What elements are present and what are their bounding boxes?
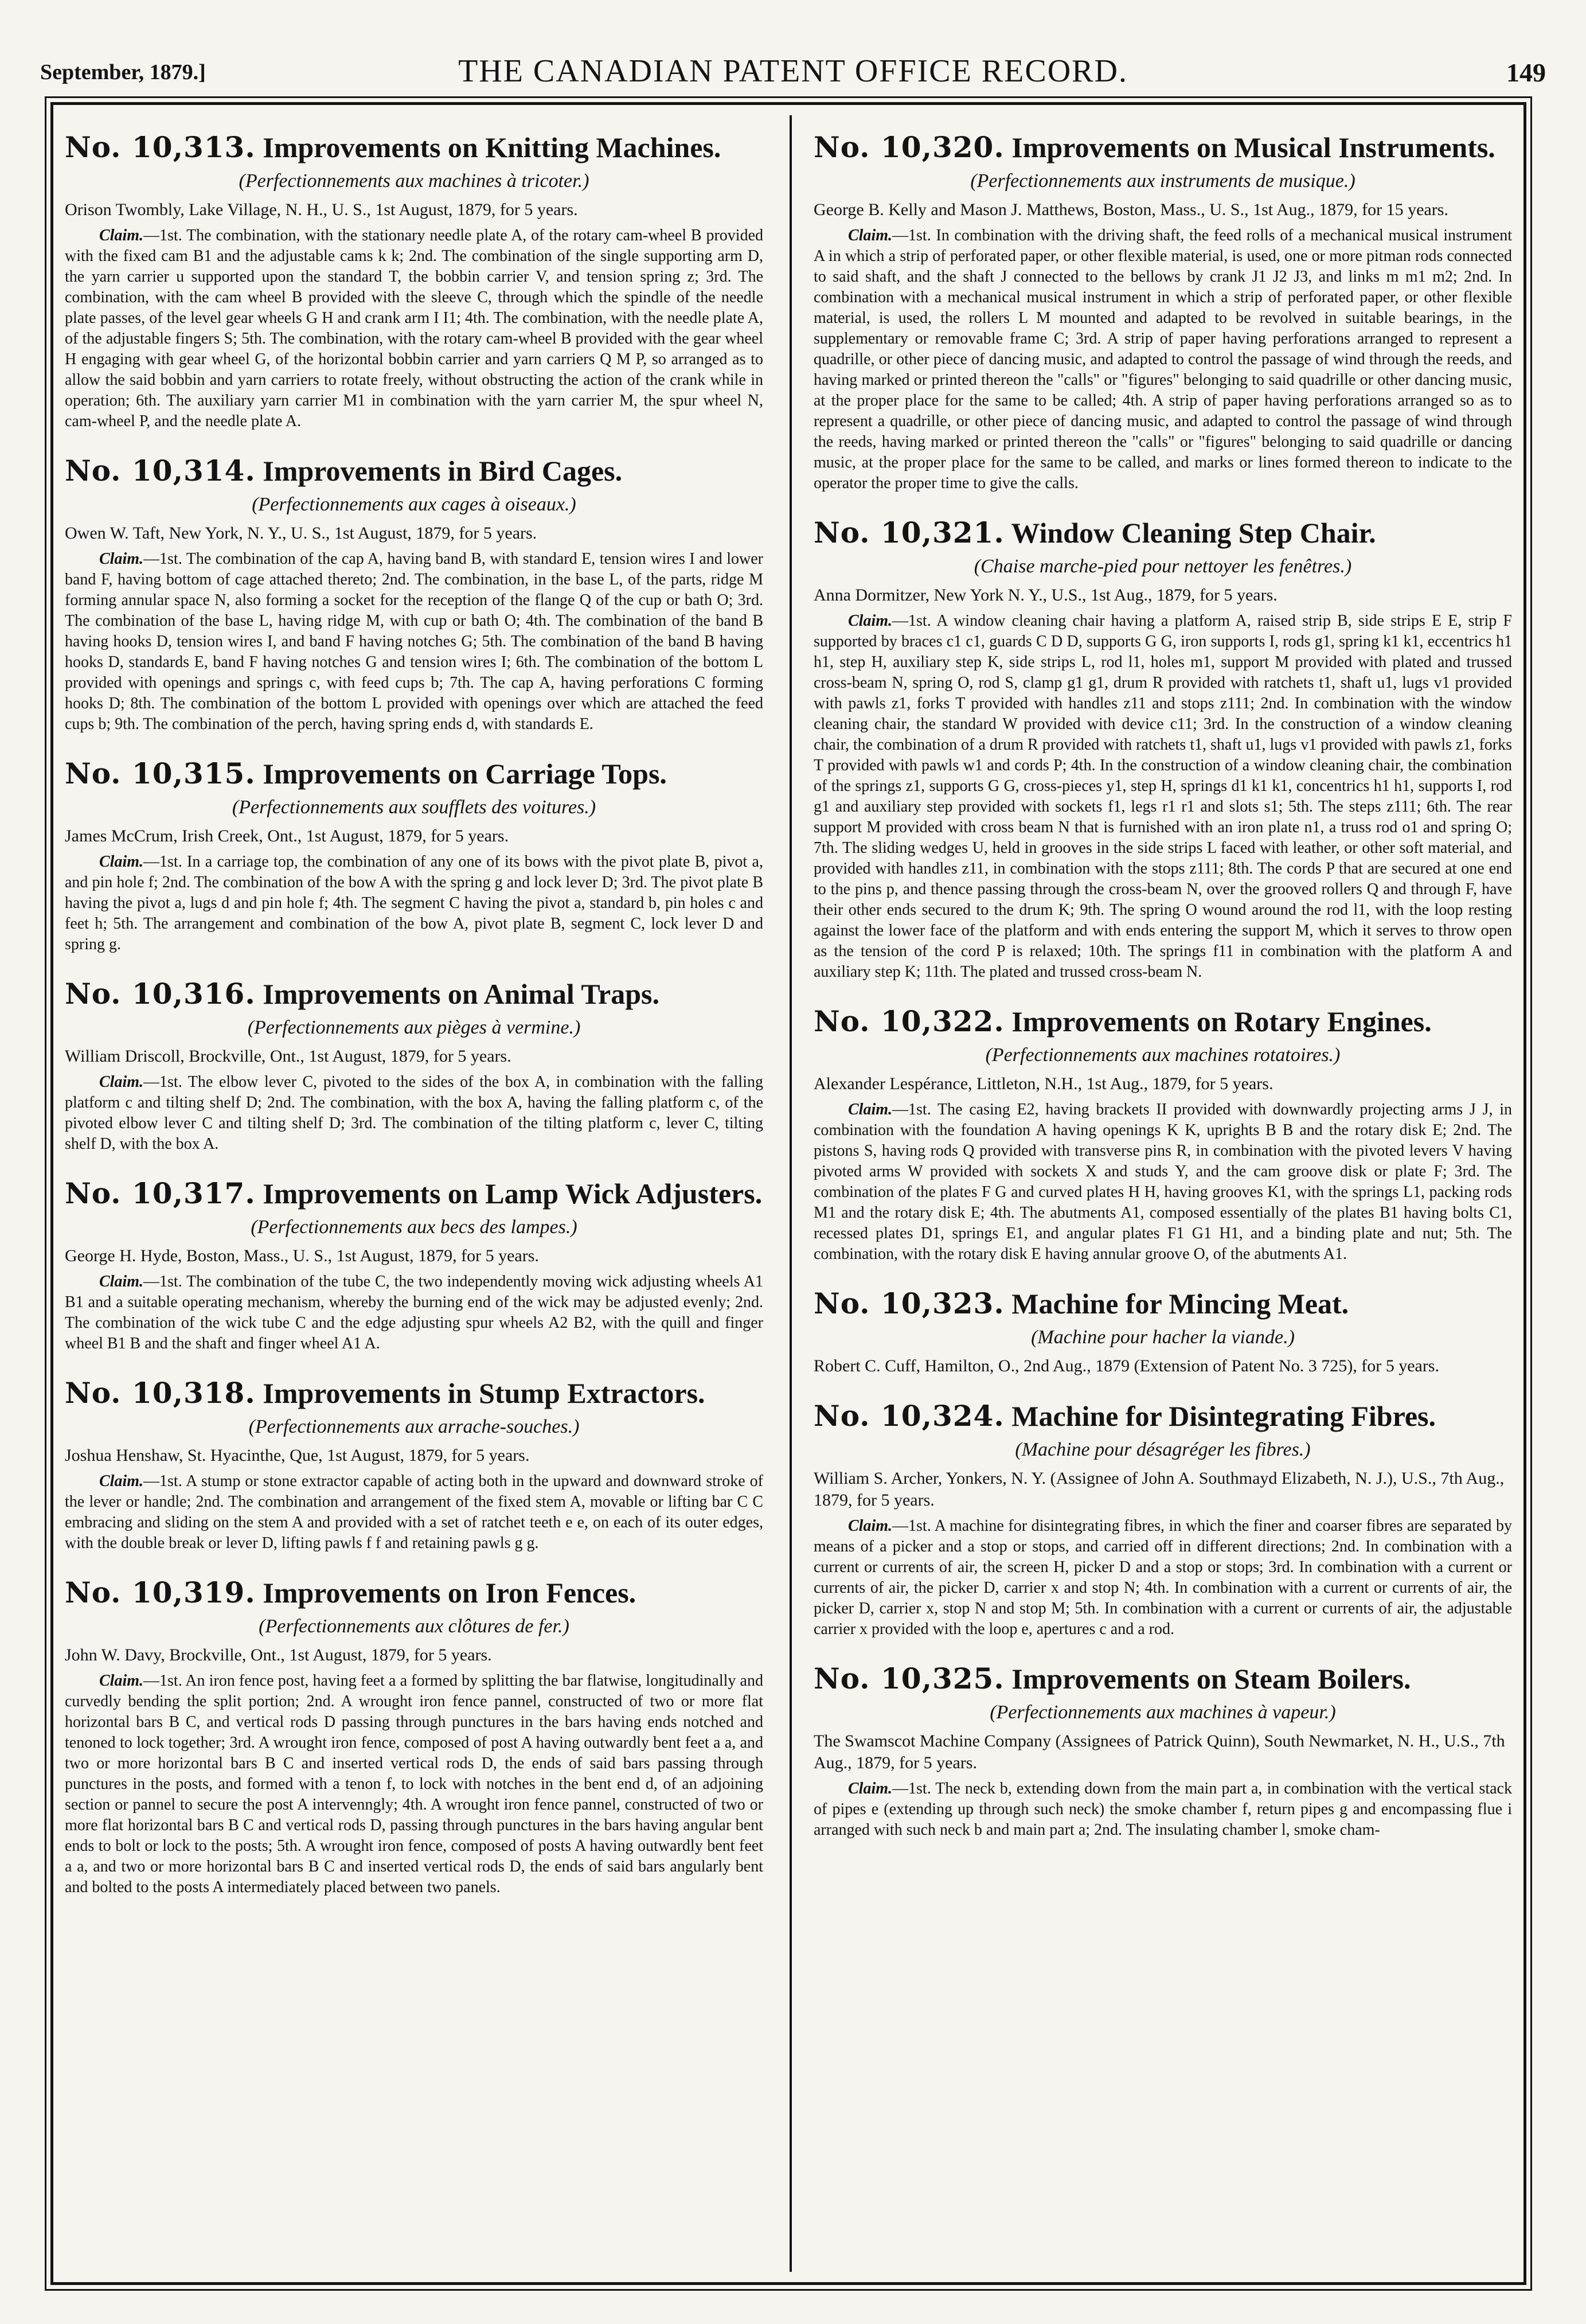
patent-title: Improvements in Bird Cages. xyxy=(263,455,623,487)
claim-text xyxy=(65,1072,763,1155)
patent-title: Improvements on Rotary Engines. xyxy=(1011,1005,1432,1038)
claim-text xyxy=(814,1779,1512,1841)
page-frame xyxy=(50,102,1526,2285)
claim-text xyxy=(65,852,763,955)
claim-body: —1st. The combination of the cap A, having band B, with standard E, tension wires I and lower band F, having bottom of cage attached thereto; 2nd. The combination, in the base L, of the parts, ridge M forming annular space N, also forming a socket for the reception of the flange Q of the cup or bath O; 3rd. The combination of the base L, having ridge M, with cup or bath O; 4th. The combination of the band B having hooks D, tension wires I, and band F having notches G; 5th. The combination of the band B having hooks D, standards E, band F having notches G and tension wires I; 6th. The combination of the bottom L provided with openings and springs c, with feed cups b; 7th. The cap A, having perforations C forming hooks D; 8th. The combination of the bottom L provided with openings over which are attached the feed cups b; 9th. The combination of the perch, having spring ends d, with standards E. xyxy=(65,550,763,733)
inventor-line: James McCrum, Irish Creek, Ont., 1st August, 1879, for 5 years. xyxy=(65,826,509,845)
inventor-line: Robert C. Cuff, Hamilton, O., 2nd Aug., 1879 (Extension of Patent No. 3 725), for 5 years. xyxy=(814,1356,1439,1375)
patent-number: No. 10,318. xyxy=(65,1376,256,1410)
patent-entry xyxy=(814,1005,1512,1265)
claim-text xyxy=(814,611,1512,982)
inventor-line: Alexander Lespérance, Littleton, N.H., 1st Aug., 1879, for 5 years. xyxy=(814,1074,1274,1093)
patent-title: Improvements in Stump Extractors. xyxy=(263,1377,705,1409)
patent-number: No. 10,320. xyxy=(814,131,1005,164)
patent-entry xyxy=(65,758,763,955)
patent-number: No. 10,314. xyxy=(65,454,256,488)
patent-number: No. 10,317. xyxy=(65,1176,256,1210)
patent-entry xyxy=(814,131,1512,494)
patent-title: Machine for Mincing Meat. xyxy=(1011,1288,1349,1320)
patent-entry xyxy=(814,517,1512,982)
patent-entry xyxy=(814,1400,1512,1640)
patent-heading xyxy=(65,1377,763,1409)
left-column xyxy=(65,131,763,2271)
claim-text xyxy=(814,1099,1512,1265)
claim-label: Claim. xyxy=(848,1101,893,1118)
page-header xyxy=(40,50,1546,96)
issue-date: September, 1879.] xyxy=(40,60,206,84)
patent-entry xyxy=(65,455,763,735)
inventor-line: George B. Kelly and Mason J. Matthews, Boston, Mass., U. S., 1st Aug., 1879, for 15 years. xyxy=(814,200,1448,219)
inventor-line: William S. Archer, Yonkers, N. Y. (Assignee of John A. Southmayd Elizabeth, N. J.), U.S., 7th Aug., 1879, for 5 years. xyxy=(814,1469,1505,1510)
claim-label: Claim. xyxy=(99,227,144,244)
patent-entry xyxy=(814,1663,1512,1841)
patent-number: No. 10,321. xyxy=(814,516,1005,549)
patent-heading xyxy=(814,1400,1512,1432)
claim-body: —1st. An iron fence post, having feet a a formed by splitting the bar flatwise, longitudinally and curvedly bending the split portion; 2nd. A wrought iron fence pannel, constructed of two or more flat horizontal bars B C, and vertical rods D passing through punctures in the bars having ends notched and tenoned to lock together; 3rd. A wrought iron fence, composed of post A having outwardly bent feet a a, and two or more horizontal bars B C and inserted vertical rods D, the ends of said bars passing through punctures in the posts, and formed with a tenon f, to lock with notches in the bent end d, of an adjoining section or pannel to secure the post A intervenngly; 4th. A wrought iron fence pannel, constructed of two or more flat horizontal bars B C and vertical rods D, passing through punctures in the bars having angular bent ends to bolt or lock to the posts; 5th. A wrought iron fence, composed of posts A having outwardly bent feet a a, and two or more horizontal bars B C and inserted vertical rods D, the ends of said bars angularly bent and bolted to the posts A intermediately placed between two panels. xyxy=(65,1672,763,1896)
claim-label: Claim. xyxy=(99,853,144,871)
french-title: (Perfectionnements aux becs des lampes.) xyxy=(251,1216,577,1238)
inventor-line: The Swamscot Machine Company (Assignees of Patrick Quinn), South Newmarket, N. H., U.S., 7th Aug., 1879, for 5 years. xyxy=(814,1732,1505,1772)
claim-text xyxy=(814,1516,1512,1640)
claim-body: —1st. A window cleaning chair having a platform A, raised strip B, side strips E E, strip F supported by braces c1 c1, guards C D D, supports G G, iron supports I, rods g1, spring k1 k1, eccentrics h1 h1, step H, auxiliary step K, side strips L, rod l1, holes m1, support M provided with plated and trussed cross-beam N, spring O, rod S, clamp g1 g1, drum R provided with ratchets t1, shaft u1, lugs v1 provided with pawls z1, forks T provided with handles z11 and stops z111; 2nd. In combination with the window cleaning chair, the standard W provided with device c11; 3rd. In the construction of a window cleaning chair, the combination of a drum R provided with ratchets t1, shaft u1, lugs v1 provided with pawls z1, forks T provided with pawls w1 and cords P; 4th. In the construction of a window cleaning chair, the combination of the springs z1, supports G G, cross-pieces y1, step H, springs d1 k1 k1, concentrics h1 h1, supports I, rod g1 and auxiliary step provided with sockets f1, legs r1 r1 and slots s1; 5th. The steps z111; 6th. The rear support M provided with cross beam N that is furnished with an iron plate n1, a truss rod o1 and spring O; 7th. The sliding wedges U, held in grooves in the side strips L faced with leather, or other soft material, and provided with handles z11, in combination with the stops z111; 8th. The cords P that are secured at one end to the pins p, and thence passing through the cross-beam N, over the grooved rollers Q and through F, have their other ends secured to the drum K; 9th. The spring O wound around the rod l1, with the loop resting against the lower face of the platform and with ends entering the support M, which it serves to throw open as the tension of the cord P is relaxed; 10th. The springs f11 in combination with the platform A and auxiliary step K; 11th. The plated and trussed cross-beam N. xyxy=(814,612,1512,981)
patent-title: Improvements on Lamp Wick Adjusters. xyxy=(263,1177,763,1210)
french-title: (Machine pour hacher la viande.) xyxy=(1031,1327,1295,1348)
patent-entry xyxy=(65,1377,763,1554)
claim-body: —1st. A machine for disintegrating fibres, in which the finer and coarser fibres are separated by means of a picker and a stop or stops, and carried off in different directions; 2nd. In combination with a current or currents of air, the screen H, picker D and a stop or stops; 3rd. In combination with a current or currents of air, the picker D, carrier x and stop N; 4th. In combination with a current or currents of air, the picker D, carrier x, stop N and stop M; 5th. In combination with a current or currents of air, the adjustable carrier x provided with the loop e, apertures c and a rod. xyxy=(814,1517,1512,1638)
patent-entry xyxy=(65,1577,763,1898)
patent-heading xyxy=(65,1577,763,1609)
patent-title: Improvements on Iron Fences. xyxy=(263,1577,636,1609)
claim-body: —1st. The combination of the tube C, the two independently moving wick adjusting wheels A1 B1 and a suitable operating mechanism, whereby the burning end of the wick may be adjusted evenly; 2nd. The combination of the wick tube C and the edge adjusting spur wheels A2 B2, with the quill and finger wheel B1 B and the shaft and finger wheel A1 A. xyxy=(65,1273,763,1352)
claim-label: Claim. xyxy=(848,1517,893,1535)
patent-heading xyxy=(65,978,763,1010)
patent-number: No. 10,315. xyxy=(65,757,256,790)
inventor-line: Orison Twombly, Lake Village, N. H., U. S., 1st August, 1879, for 5 years. xyxy=(65,200,578,219)
french-title: (Perfectionnements aux machines à tricoter.) xyxy=(239,170,589,192)
french-title: (Perfectionnements aux machines à vapeur.) xyxy=(990,1702,1336,1723)
claim-label: Claim. xyxy=(99,1073,144,1091)
patent-number: No. 10,324. xyxy=(814,1399,1005,1433)
patent-heading xyxy=(65,1177,763,1210)
patent-heading xyxy=(814,1288,1512,1320)
patent-heading xyxy=(65,758,763,790)
patent-heading xyxy=(65,131,763,163)
patent-number: No. 10,316. xyxy=(65,977,256,1011)
patent-number: No. 10,319. xyxy=(65,1576,256,1609)
patent-title: Improvements on Musical Instruments. xyxy=(1011,131,1495,163)
claim-label: Claim. xyxy=(99,1672,144,1690)
claim-text xyxy=(814,225,1512,494)
claim-body: —1st. The elbow lever C, pivoted to the sides of the box A, in combination with the falling platform c and tilting shelf D; 2nd. The combination, with the box A, having the falling platform c, of the pivoted elbow lever C and tilting shelf D; 3rd. The combination of the tilting platform c, lever C, tilting shelf D, with the box A. xyxy=(65,1073,763,1153)
patent-entry xyxy=(814,1288,1512,1377)
claim-body: —1st. The casing E2, having brackets II provided with downwardly projecting arms J J, in combination with the foundation A having openings K K, uprights B B and the rotary disk E; 2nd. The pistons S, having rods Q provided with transverse pins R, in combination with the pivoted levers V having pivoted arms W provided with sockets X and studs Y, and the cam groove disk or plate F; 3rd. The combination of the plates F G and curved plates H H, having grooves K1, with the springs L1, packing rods M1 and the rotary disk E; 4th. The abutments A1, composed essentially of the plates B1 having bolts C1, recessed plates D1, springs E1, and angular plates F1 G1 H1, and a binding plate and nut; 5th. The combination, with the rotary disk E having annular groove O, of the abutments A1. xyxy=(814,1101,1512,1263)
inventor-line: William Driscoll, Brockville, Ont., 1st August, 1879, for 5 years. xyxy=(65,1047,511,1066)
claim-label: Claim. xyxy=(99,1273,144,1290)
right-column xyxy=(814,131,1512,2271)
patent-title: Improvements on Carriage Tops. xyxy=(263,758,667,790)
french-title: (Perfectionnements aux clôtures de fer.) xyxy=(259,1616,569,1637)
french-title: (Machine pour désagréger les fibres.) xyxy=(1015,1439,1311,1460)
claim-body: —1st. The combination, with the stationary needle plate A, of the rotary cam-wheel B provided with the fixed cam B1 and the adjustable cams k k; 2nd. The combination of the single supporting arm D, the yarn carrier u supported upon the standard T, the bobbin carrier V, and tension spring z; 3rd. The combination, with the cam wheel B provided with the sleeve C, through which the spindle of the needle plate passes, of the level gear wheels G H and crank arm I I1; 4th. The combination, with the needle plate A, of the adjustable fingers S; 5th. The combination, with the rotary cam-wheel B provided with the gear wheel H engaging with gear wheel G, of the horizontal bobbin carrier and yarn carriers Q M P, so arranged as to allow the said bobbin and yarn carriers to rotate freely, without obstructing the action of the crank while in operation; 6th. The auxiliary yarn carrier M1 in combination with the yarn carrier M, the spur wheel N, cam-wheel P, and the needle plate A. xyxy=(65,227,763,430)
patent-entry xyxy=(65,978,763,1155)
patent-number: No. 10,322. xyxy=(814,1004,1005,1038)
patent-heading xyxy=(814,1663,1512,1695)
claim-body: —1st. In combination with the driving shaft, the feed rolls of a mechanical musical instrument A in which a strip of perforated paper, or other flexible material, is used, one or more pitman rods connected to said shaft, and the shaft J connected to the bellows by crank J1 J2 J3, and links m m1 m2; 2nd. In combination with a mechanical musical instrument in which a strip of perforated paper, or other flexible material, is used, the rollers L M mounted and adapted to be revolved in suitable bearings, in the supplementary or removable frame C; 3rd. A strip of paper having perforations arranged to represent a quadrille, or other piece of dancing music, and adapted to control the passage of wind through the reeds, and having marked or printed thereon the "calls" or "figures" belonging to said quadrille or other dancing music, at the proper place for the same to be called; 4th. A strip of paper having perforations arranged so as to represent a quadrille, or other piece of dancing music, and adapted to control the passage of wind through the reeds, having marked or printed thereon the "calls" or "figures" belonging to said quadrille or dancing music, at the proper place for the same to be called, and marks or lines formed thereon to indicate to the operator the proper time to give the calls. xyxy=(814,227,1512,492)
patent-heading xyxy=(65,455,763,487)
patent-number: No. 10,313. xyxy=(65,131,256,164)
claim-text xyxy=(65,1272,763,1354)
claim-label: Claim. xyxy=(848,612,893,630)
french-title: (Perfectionnements aux instruments de musique.) xyxy=(970,170,1355,192)
column-divider xyxy=(790,115,792,2272)
claim-label: Claim. xyxy=(848,227,893,244)
claim-label: Claim. xyxy=(99,550,144,568)
inventor-line: Joshua Henshaw, St. Hyacinthe, Que, 1st August, 1879, for 5 years. xyxy=(65,1446,530,1465)
claim-text xyxy=(65,549,763,735)
claim-text xyxy=(65,1671,763,1898)
patent-title: Window Cleaning Step Chair. xyxy=(1011,517,1376,549)
inventor-line: Owen W. Taft, New York, N. Y., U. S., 1st August, 1879, for 5 years. xyxy=(65,524,537,543)
french-title: (Perfectionnements aux cages à oiseaux.) xyxy=(252,494,576,515)
french-title: (Perfectionnements aux pièges à vermine.) xyxy=(247,1017,581,1038)
patent-title: Machine for Disintegrating Fibres. xyxy=(1011,1400,1436,1432)
patent-number: No. 10,323. xyxy=(814,1286,1005,1320)
claim-text xyxy=(65,225,763,432)
claim-label: Claim. xyxy=(848,1780,893,1797)
french-title: (Chaise marche-pied pour nettoyer les fenêtres.) xyxy=(974,556,1352,577)
running-title: THE CANADIAN PATENT OFFICE RECORD. xyxy=(458,53,1128,89)
patent-title: Improvements on Knitting Machines. xyxy=(263,131,721,163)
patent-heading xyxy=(814,131,1512,163)
inventor-line: John W. Davy, Brockville, Ont., 1st August, 1879, for 5 years. xyxy=(65,1645,492,1664)
patent-heading xyxy=(814,517,1512,549)
inventor-line: Anna Dormitzer, New York N. Y., U.S., 1st Aug., 1879, for 5 years. xyxy=(814,586,1278,605)
french-title: (Perfectionnements aux soufflets des voitures.) xyxy=(232,797,596,818)
patent-number: No. 10,325. xyxy=(814,1662,1005,1695)
french-title: (Perfectionnements aux arrache-souches.) xyxy=(248,1416,580,1437)
patent-title: Improvements on Steam Boilers. xyxy=(1011,1663,1411,1695)
patent-entry xyxy=(65,131,763,432)
patent-title: Improvements on Animal Traps. xyxy=(263,978,660,1010)
claim-body: —1st. In a carriage top, the combination of any one of its bows with the pivot plate B, pivot a, and pin hole f; 2nd. The combination of the bow A with the spring g and lock lever D; 3rd. The pivot plate B having the pivot a, lugs d and pin hole f; 4th. The segment C having the pivot a, standard b, pin holes c and feet h; 5th. The arrangement and combination of the bow A, pivot plate B, segment C, lock lever D and spring g. xyxy=(65,853,763,953)
patent-entry xyxy=(65,1177,763,1354)
french-title: (Perfectionnements aux machines rotatoires.) xyxy=(985,1044,1341,1066)
claim-text xyxy=(65,1471,763,1554)
claim-body: —1st. A stump or stone extractor capable of acting both in the upward and downward stroke of the lever or handle; 2nd. The combination and arrangement of the fixed stem A, movable or lifting bar C C embracing and sliding on the stem A and provided with a set of ratchet teeth e e, on each of its outer edges, with the double break or lever D, lifting pawls f f and retaining pawls g g. xyxy=(65,1472,763,1552)
claim-label: Claim. xyxy=(99,1472,144,1490)
inventor-line: George H. Hyde, Boston, Mass., U. S., 1st August, 1879, for 5 years. xyxy=(65,1246,539,1265)
page-number: 149 xyxy=(1506,58,1546,87)
patent-heading xyxy=(814,1005,1512,1038)
claim-body: —1st. The neck b, extending down from the main part a, in combination with the vertical stack of pipes e (extending up through such neck) the smoke chamber f, return pipes g and encompassing flue i arranged with such neck b and main part a; 2nd. The insulating chamber l, smoke cham- xyxy=(814,1780,1512,1839)
